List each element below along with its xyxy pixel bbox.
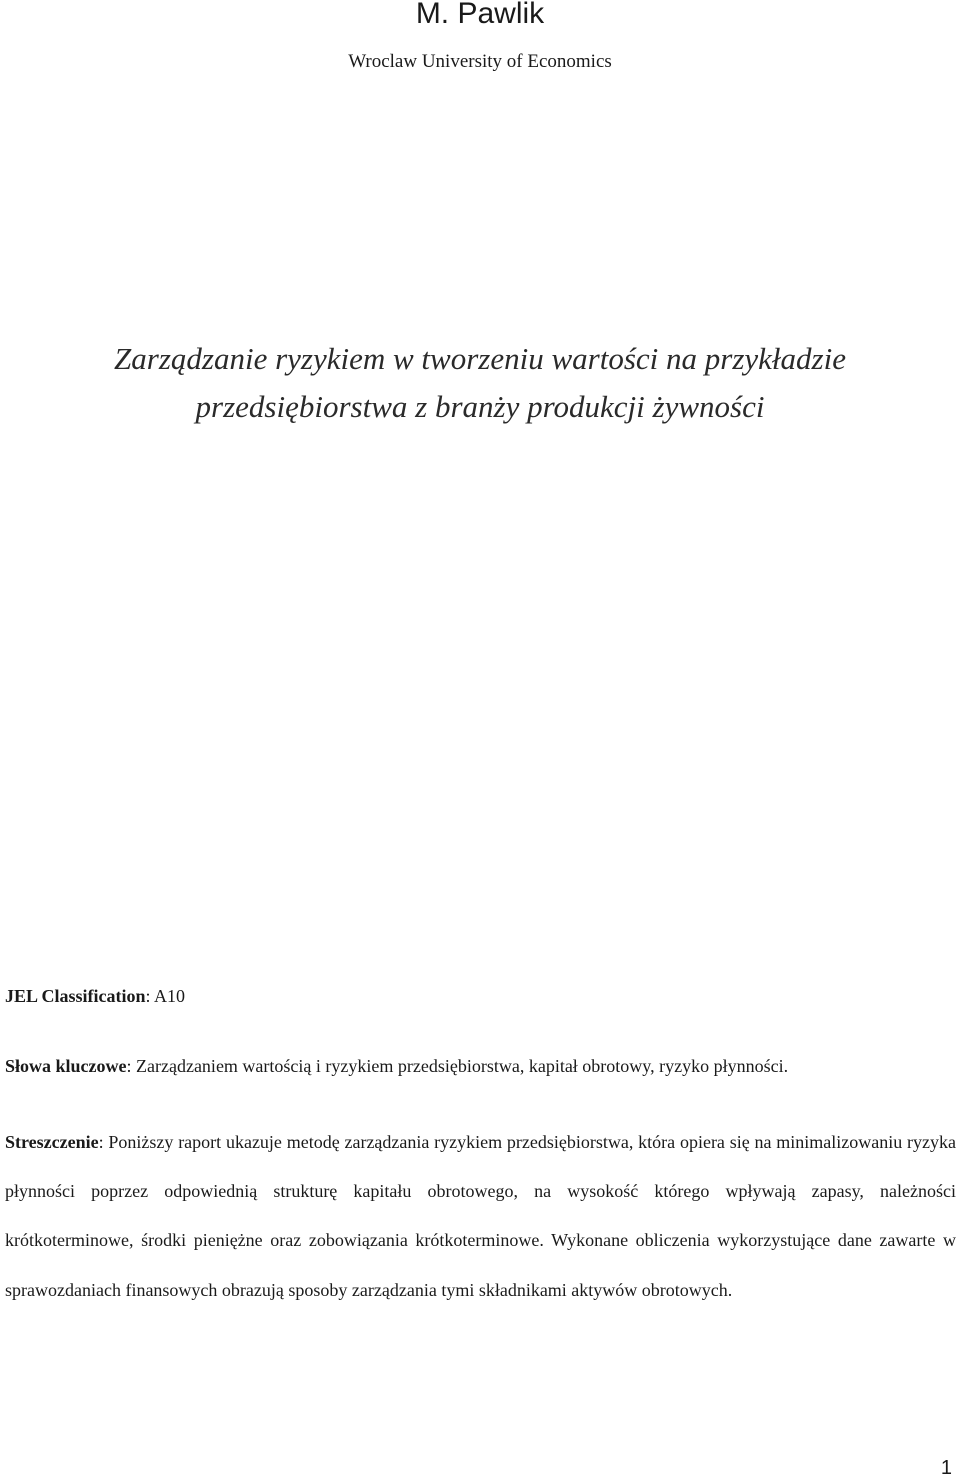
paper-title-line-2: przedsiębiorstwa z branży produkcji żywności — [195, 389, 765, 424]
page-number: 1 — [940, 1457, 952, 1479]
abstract-text: : Poniższy raport ukazuje metodę zarządzania ryzykiem przedsiębiorstwa, która opiera się na minimalizowaniu ryzyka płynności poprzez odpowiednią strukturę kapitału obrotowego, na wysokość którego wpływają zapasy, należności krótkoterminowe, środki pieniężne oraz zobowiązania krótkoterminowe. Wykonane obliczenia wykorzystujące dane zawarte w sprawozdaniach finansowych obrazują sposoby zarządzania tymi składnikami aktywów obrotowych. — [5, 1132, 956, 1300]
author-affiliation: Wroclaw University of Economics — [348, 51, 612, 72]
keywords-value: : Zarządzaniem wartością i ryzykiem przedsiębiorstwa, kapitał obrotowy, ryzyko płynności. — [126, 1056, 789, 1076]
abstract — [5, 1118, 956, 1315]
jel-value: : A10 — [145, 986, 186, 1006]
abstract-label: Streszczenie — [5, 1132, 99, 1152]
author-name: M. Pawlik — [415, 0, 545, 30]
keywords — [5, 1053, 955, 1079]
jel-label: JEL Classification — [5, 986, 146, 1006]
jel-classification — [5, 983, 955, 1009]
paper-title — [0, 335, 960, 431]
keywords-label: Słowa kluczowe — [5, 1056, 127, 1076]
paper-title-line-1: Zarządzanie ryzykiem w tworzeniu wartości na przykładzie — [114, 341, 846, 376]
